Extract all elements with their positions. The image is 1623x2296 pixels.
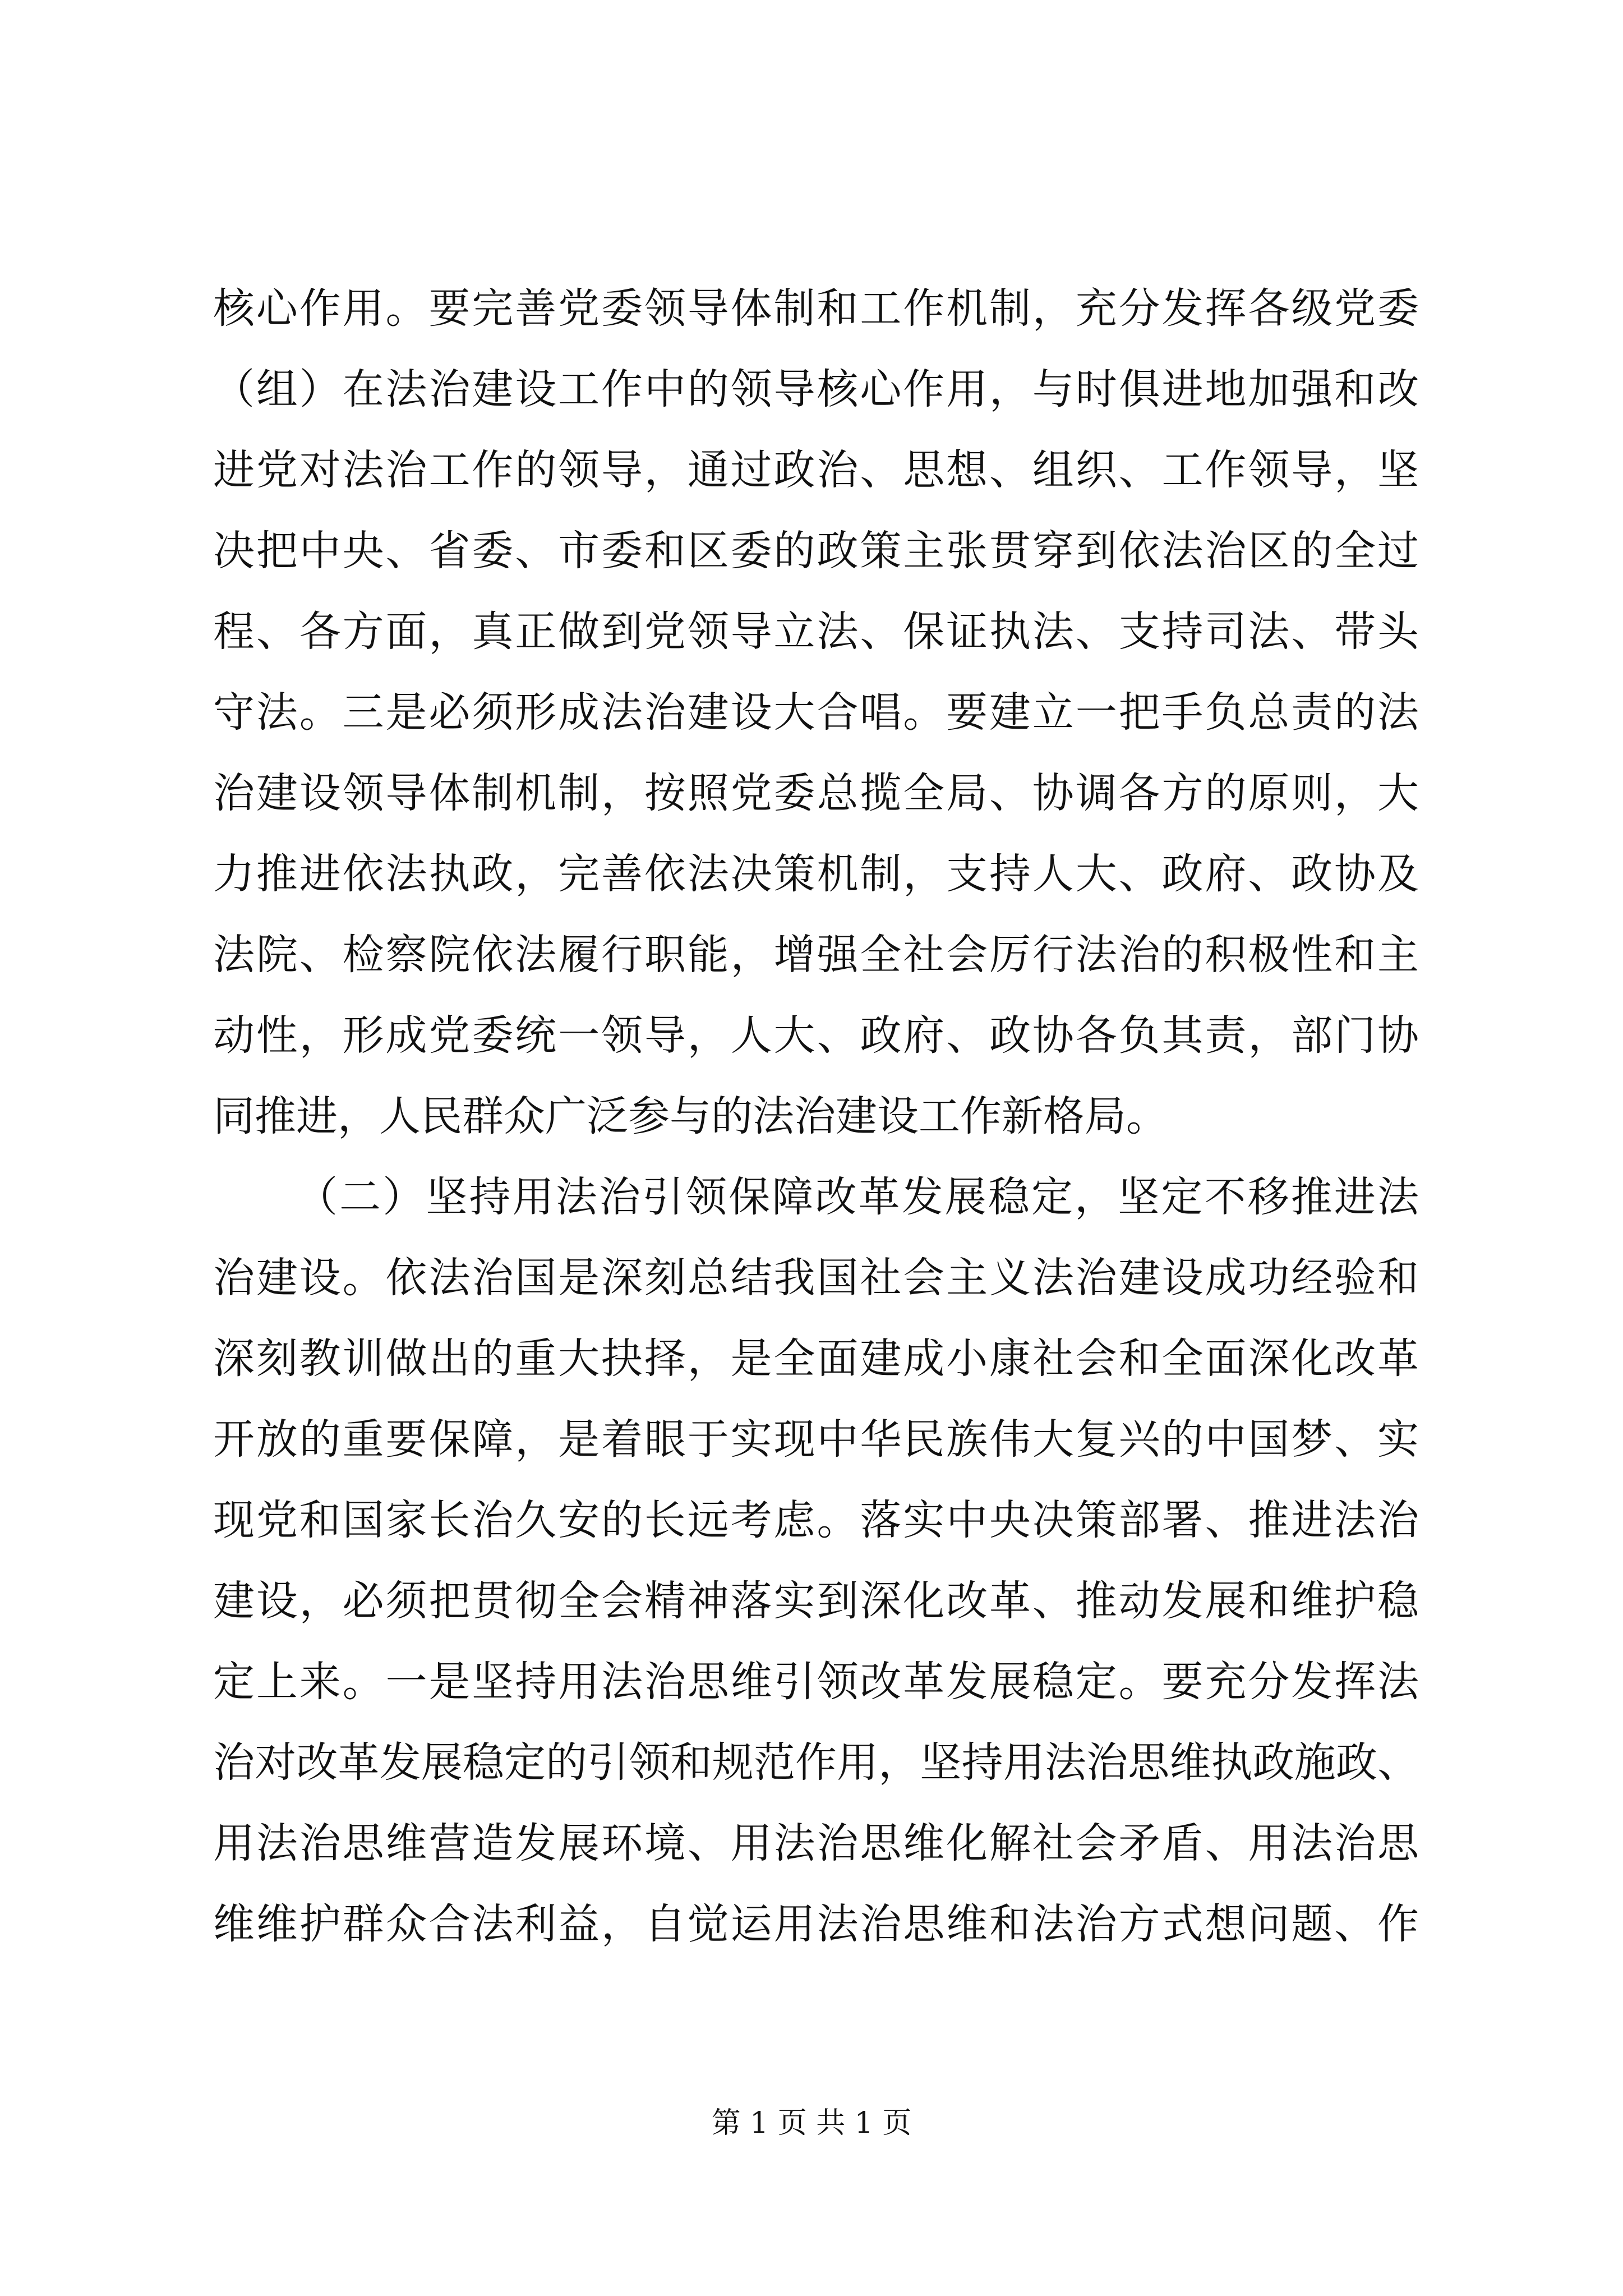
- text-line: 治建设。依法治国是深刻总结我国社会主义法治建设成功经验和: [213, 1254, 1419, 1302]
- text-line: 治建设领导体制机制，按照党委总揽全局、协调各方的原则，大: [213, 769, 1419, 817]
- text-line: 守法。三是必须形成法治建设大合唱。要建立一把手负总责的法: [213, 688, 1419, 737]
- text-line: 法院、检察院依法履行职能，增强全社会厉行法治的积极性和主: [213, 931, 1419, 979]
- text-line: （组）在法治建设工作中的领导核心作用，与时俱进地加强和改: [213, 365, 1419, 413]
- text-line: 同推进，人民群众广泛参与的法治建设工作新格局。: [213, 1092, 1168, 1140]
- text-line: 决把中央、省委、市委和区委的政策主张贯穿到依法治区的全过: [213, 527, 1419, 575]
- text-line: 定上来。一是坚持用法治思维引领改革发展稳定。要充分发挥法: [213, 1658, 1419, 1706]
- text-line: 用法治思维营造发展环境、用法治思维化解社会矛盾、用法治思: [213, 1819, 1419, 1867]
- text-line: 维维护群众合法利益，自觉运用法治思维和法治方式想问题、作: [213, 1900, 1419, 1948]
- text-line: 治对改革发展稳定的引领和规范作用，坚持用法治思维执政施政、: [213, 1738, 1419, 1787]
- text-line: 力推进依法执政，完善依法决策机制，支持人大、政府、政协及: [213, 850, 1419, 898]
- text-line: 开放的重要保障，是着眼于实现中华民族伟大复兴的中国梦、实: [213, 1415, 1419, 1464]
- text-line: 进党对法治工作的领导，通过政治、思想、组织、工作领导，坚: [213, 446, 1419, 494]
- text-line: 核心作用。要完善党委领导体制和工作机制，充分发挥各级党委: [213, 284, 1419, 333]
- text-line: 动性，形成党委统一领导，人大、政府、政协各负其责，部门协: [213, 1011, 1419, 1060]
- text-line: 深刻教训做出的重大抉择，是全面建成小康社会和全面深化改革: [213, 1335, 1419, 1383]
- text-line: 程、各方面，真正做到党领导立法、保证执法、支持司法、带头: [213, 608, 1419, 656]
- page-number-footer: 第 1 页 共 1 页: [711, 2106, 912, 2140]
- section-heading-line: （二）坚持用法治引领保障改革发展稳定，坚定不移推进法: [296, 1173, 1419, 1221]
- body-text: [213, 268, 1419, 1964]
- text-line: 现党和国家长治久安的长远考虑。落实中央决策部署、推进法治: [213, 1496, 1419, 1544]
- text-line: 建设，必须把贯彻全会精神落实到深化改革、推动发展和维护稳: [213, 1577, 1419, 1625]
